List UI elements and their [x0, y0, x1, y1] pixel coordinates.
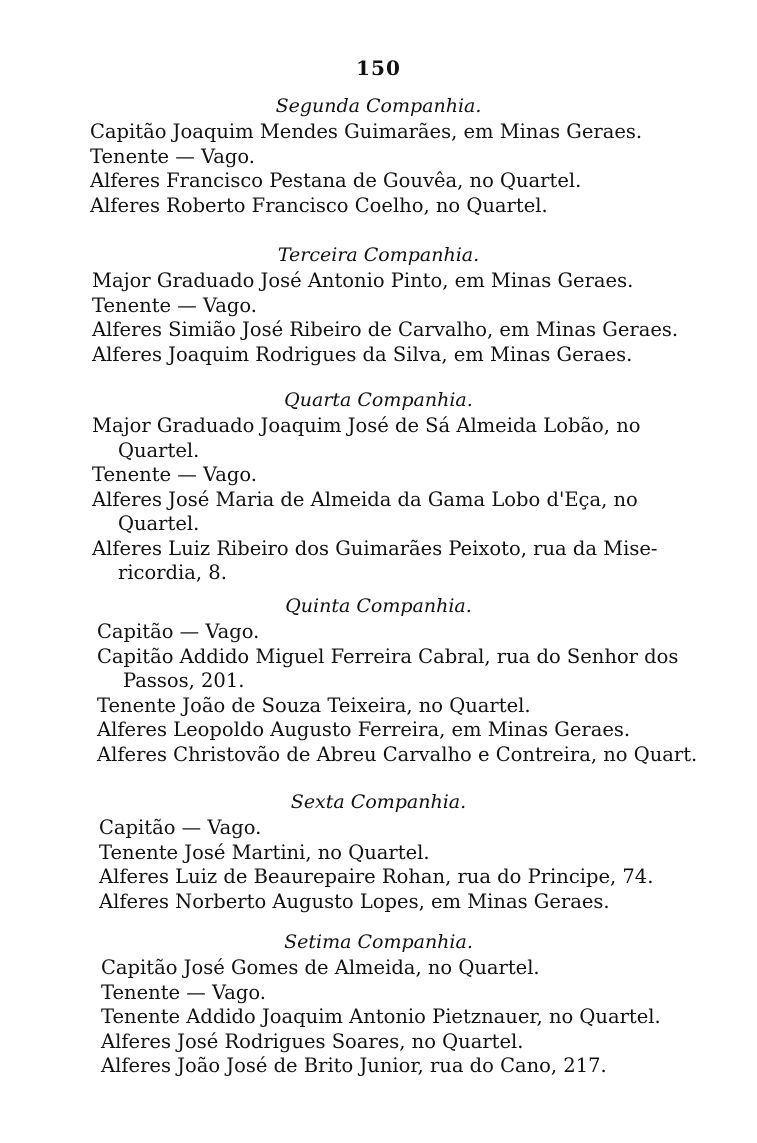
section-terceira-companhia — [0, 241, 757, 367]
roster-entry: Tenente — Vago. — [101, 980, 266, 1004]
section-setima-companhia — [0, 928, 757, 1079]
section-quinta-companhia — [0, 592, 757, 767]
roster-entry: Major Graduado José Antonio Pinto, em Minas Geraes. — [92, 269, 634, 292]
roster-entry: Tenente — Vago. — [92, 463, 257, 486]
section-heading: Quinta Companhia. — [285, 595, 472, 617]
roster-entry — [0, 645, 757, 694]
roster-entry: Tenente — Vago. — [90, 144, 255, 168]
section-quarta-companhia — [0, 386, 757, 586]
section-segunda-companhia — [0, 92, 757, 218]
roster-entry: Tenente — Vago. — [92, 293, 257, 317]
roster-entry — [0, 537, 757, 586]
entry-continuation: ricordia, 8. — [118, 561, 227, 584]
section-heading: Terceira Companhia. — [277, 244, 480, 266]
roster-entry: Alferes Simião José Ribeiro de Carvalho, em Minas Geraes. — [92, 318, 679, 341]
entry-continuation: Passos, 201. — [123, 669, 245, 692]
entry-line: Capitão Addido Miguel Ferreira Cabral, rua do Senhor dos — [97, 644, 679, 668]
section-heading: Segunda Companhia. — [275, 95, 482, 117]
roster-entry: Capitão Joaquim Mendes Guimarães, em Minas Geraes. — [90, 120, 643, 143]
roster-entry: Capitão José Gomes de Almeida, no Quartel. — [101, 956, 540, 979]
roster-entry: Capitão — Vago. — [99, 816, 262, 839]
roster-entry: Tenente José Martini, no Quartel. — [99, 840, 430, 864]
entry-continuation: Quartel. — [118, 512, 200, 535]
roster-entry: Alferes Norberto Augusto Lopes, em Minas Geraes. — [99, 889, 610, 913]
roster-entry: Alferes Leopoldo Augusto Ferreira, em Minas Geraes. — [97, 718, 631, 741]
entry-line: Alferes José Maria de Almeida da Gama Lobo d'Eça, no — [92, 487, 638, 511]
roster-entry: Alferes Joaquim Rodrigues da Silva, em Minas Geraes. — [92, 342, 633, 366]
section-sexta-companhia — [0, 788, 757, 914]
roster-entry — [0, 488, 757, 537]
roster-entry: Tenente Addido Joaquim Antonio Pietznauer, no Quartel. — [101, 1005, 661, 1028]
section-heading: Setima Companhia. — [284, 931, 473, 953]
entry-line: Major Graduado Joaquim José de Sá Almeida Lobão, no — [92, 414, 641, 437]
roster-entry: Alferes Francisco Pestana de Gouvêa, no Quartel. — [90, 169, 582, 192]
roster-entry: Alferes Roberto Francisco Coelho, no Quartel. — [90, 193, 548, 217]
section-heading: Quarta Companhia. — [284, 389, 473, 411]
section-heading: Sexta Companhia. — [290, 791, 467, 813]
roster-entry: Capitão — Vago. — [97, 620, 260, 643]
roster-entry: Alferes Luiz de Beaurepaire Rohan, rua do Principe, 74. — [99, 865, 654, 888]
roster-entry: Alferes João José de Brito Junior, rua do Cano, 217. — [101, 1054, 607, 1077]
page-number: 150 — [356, 56, 401, 80]
entry-line: Alferes Luiz Ribeiro dos Guimarães Peixoto, rua da Mise- — [92, 536, 658, 560]
roster-entry: Alferes José Rodrigues Soares, no Quartel. — [101, 1029, 524, 1053]
roster-entry: Tenente João de Souza Teixeira, no Quartel. — [97, 693, 531, 717]
roster-entry: Alferes Christovão de Abreu Carvalho e Contreira, no Quart. — [97, 742, 698, 766]
entry-continuation: Quartel. — [118, 438, 200, 462]
roster-entry — [0, 414, 757, 463]
